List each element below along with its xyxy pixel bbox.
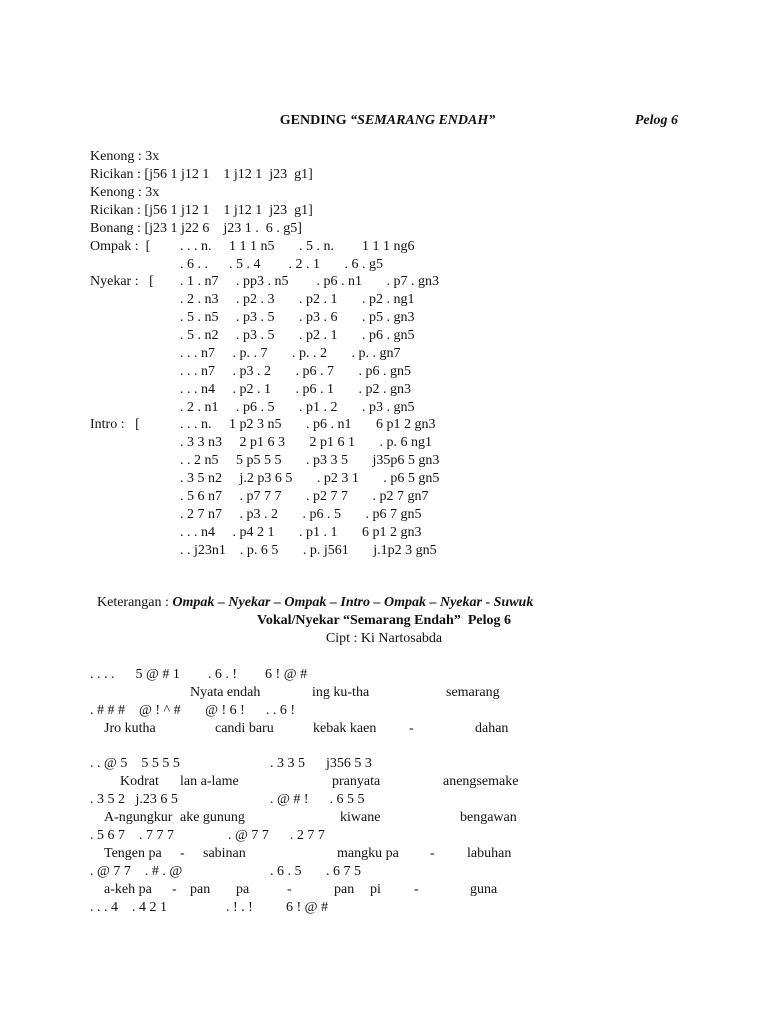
lyric: sabinan bbox=[203, 846, 246, 861]
notation-line: . . . . 5 @ # 1 . 6 . ! 6 ! @ # bbox=[90, 667, 308, 682]
notation-line: . 6 . 5 . 6 7 5 bbox=[270, 864, 361, 879]
notation-line: . 5 6 7 . 7 7 7 bbox=[90, 828, 174, 843]
bonang-line: Bonang : [j23 1 j22 6 j23 1 . 6 . g5] bbox=[90, 221, 302, 236]
vokal-title: Vokal/Nyekar “Semarang Endah” Pelog 6 bbox=[257, 613, 511, 628]
lyric: kiwane bbox=[340, 810, 381, 825]
lyric-dash: - bbox=[180, 846, 185, 861]
nyekar-line: . . . n7 . p. . 7 . p. . 2 . p. . gn7 bbox=[180, 346, 401, 361]
ricikan-line-1: Ricikan : [j56 1 j12 1 1 j12 1 j23 g1] bbox=[90, 167, 313, 182]
notation-line: . . . 4 . 4 2 1 bbox=[90, 900, 167, 915]
notation-line: . 3 5 2 j.23 6 5 bbox=[90, 792, 178, 807]
ricikan-line-2: Ricikan : [j56 1 j12 1 1 j12 1 j23 g1] bbox=[90, 203, 313, 218]
lyric-dash: - bbox=[172, 882, 177, 897]
lyric: labuhan bbox=[467, 846, 512, 861]
intro-line: . 5 6 n7 . p7 7 7 . p2 7 7 . p2 7 gn7 bbox=[180, 489, 429, 504]
lyric: bengawan bbox=[460, 810, 517, 825]
lyric: pan bbox=[190, 882, 211, 897]
lyric: a-keh pa bbox=[104, 882, 152, 897]
lyric: pranyata bbox=[332, 774, 381, 789]
intro-line: . . j23n1 . p. 6 5 . p. j561 j.1p2 3 gn5 bbox=[180, 543, 437, 558]
lyric: pi bbox=[370, 882, 381, 897]
lyric: Tengen pa bbox=[104, 846, 162, 861]
vokal-composer: Cipt : Ki Nartosabda bbox=[325, 631, 443, 646]
keterangan-value: Ompak – Nyekar – Ompak – Intro – Ompak – Nyekar - Suwuk bbox=[172, 595, 534, 610]
nyekar-line: . 2 . n1 . p6 . 5 . p1 . 2 . p3 . gn5 bbox=[180, 400, 415, 415]
notation-line: . ! . ! bbox=[226, 900, 253, 915]
intro-label: Intro : [ bbox=[90, 417, 140, 432]
lyric: pa bbox=[236, 882, 250, 897]
lyric: lan a-lame bbox=[180, 774, 239, 789]
nyekar-line: . . . n4 . p2 . 1 . p6 . 1 . p2 . gn3 bbox=[180, 382, 411, 397]
lyric: Nyata endah bbox=[190, 685, 261, 700]
intro-line: . 3 5 n2 j.2 p3 6 5 . p2 3 1 . p6 5 gn5 bbox=[180, 471, 440, 486]
nyekar-line: . 1 . n7 . pp3 . n5 . p6 . n1 . p7 . gn3 bbox=[180, 274, 439, 289]
lyric: dahan bbox=[475, 721, 509, 736]
notation-line: . @ 7 7 . 2 7 7 bbox=[228, 828, 325, 843]
lyric-dash: - bbox=[409, 721, 414, 736]
lyric: ing ku-tha bbox=[312, 685, 370, 700]
nyekar-line: . 5 . n5 . p3 . 5 . p3 . 6 . p5 . gn3 bbox=[180, 310, 415, 325]
notation-line: . 3 3 5 j356 5 3 bbox=[270, 756, 372, 771]
title-name: “SEMARANG ENDAH” bbox=[350, 113, 496, 128]
notation-line: . # # # @ ! ^ # @ ! 6 ! . . 6 ! bbox=[90, 703, 296, 718]
ompak-line: . 6 . . . 5 . 4 . 2 . 1 . 6 . g5 bbox=[180, 257, 383, 272]
nyekar-line: . . . n7 . p3 . 2 . p6 . 7 . p6 . gn5 bbox=[180, 364, 411, 379]
lyric: Jro kutha bbox=[104, 721, 156, 736]
nyekar-label: Nyekar : [ bbox=[90, 274, 154, 289]
lyric: semarang bbox=[446, 685, 500, 700]
keterangan-line bbox=[90, 576, 533, 612]
notation-line: . @ 7 7 . # . @ bbox=[90, 864, 183, 879]
lyric: ake gunung bbox=[180, 810, 245, 825]
ompak-line: . . . n. 1 1 1 n5 . 5 . n. 1 1 1 ng6 bbox=[180, 239, 415, 254]
lyric: candi baru bbox=[215, 721, 274, 736]
lyric-dash: - bbox=[430, 846, 435, 861]
pelog-label: Pelog 6 bbox=[634, 113, 678, 128]
nyekar-line: . 2 . n3 . p2 . 3 . p2 . 1 . p2 . ng1 bbox=[180, 292, 415, 307]
intro-line: . . 2 n5 5 p5 5 5 . p3 3 5 j35p6 5 gn3 bbox=[180, 453, 440, 468]
lyric: A-ngungkur bbox=[104, 810, 173, 825]
intro-line: . . . n. 1 p2 3 n5 . p6 . n1 6 p1 2 gn3 bbox=[180, 417, 436, 432]
intro-line: . 2 7 n7 . p3 . 2 . p6 . 5 . p6 7 gn5 bbox=[180, 507, 422, 522]
lyric-dash: - bbox=[287, 882, 292, 897]
ompak-label: Ompak : [ bbox=[90, 239, 151, 254]
lyric: anengsemake bbox=[443, 774, 519, 789]
lyric: guna bbox=[470, 882, 498, 897]
intro-line: . . . n4 . p4 2 1 . p1 . 1 6 p1 2 gn3 bbox=[180, 525, 422, 540]
keterangan-label: Keterangan : bbox=[97, 595, 173, 610]
notation-line: . @ # ! . 6 5 5 bbox=[270, 792, 365, 807]
lyric: Kodrat bbox=[120, 774, 159, 789]
intro-line: . 3 3 n3 2 p1 6 3 2 p1 6 1 . p. 6 ng1 bbox=[180, 435, 432, 450]
notation-line: . . @ 5 5 5 5 5 bbox=[90, 756, 180, 771]
lyric-dash: - bbox=[414, 882, 419, 897]
kenong-line-1: Kenong : 3x bbox=[90, 149, 160, 164]
title-prefix: GENDING bbox=[279, 113, 351, 128]
kenong-line-2: Kenong : 3x bbox=[90, 185, 160, 200]
notation-line: 6 ! @ # bbox=[286, 900, 329, 915]
lyric: kebak kaen bbox=[313, 721, 377, 736]
nyekar-line: . 5 . n2 . p3 . 5 . p2 . 1 . p6 . gn5 bbox=[180, 328, 415, 343]
lyric: mangku pa bbox=[337, 846, 399, 861]
lyric: pan bbox=[334, 882, 355, 897]
